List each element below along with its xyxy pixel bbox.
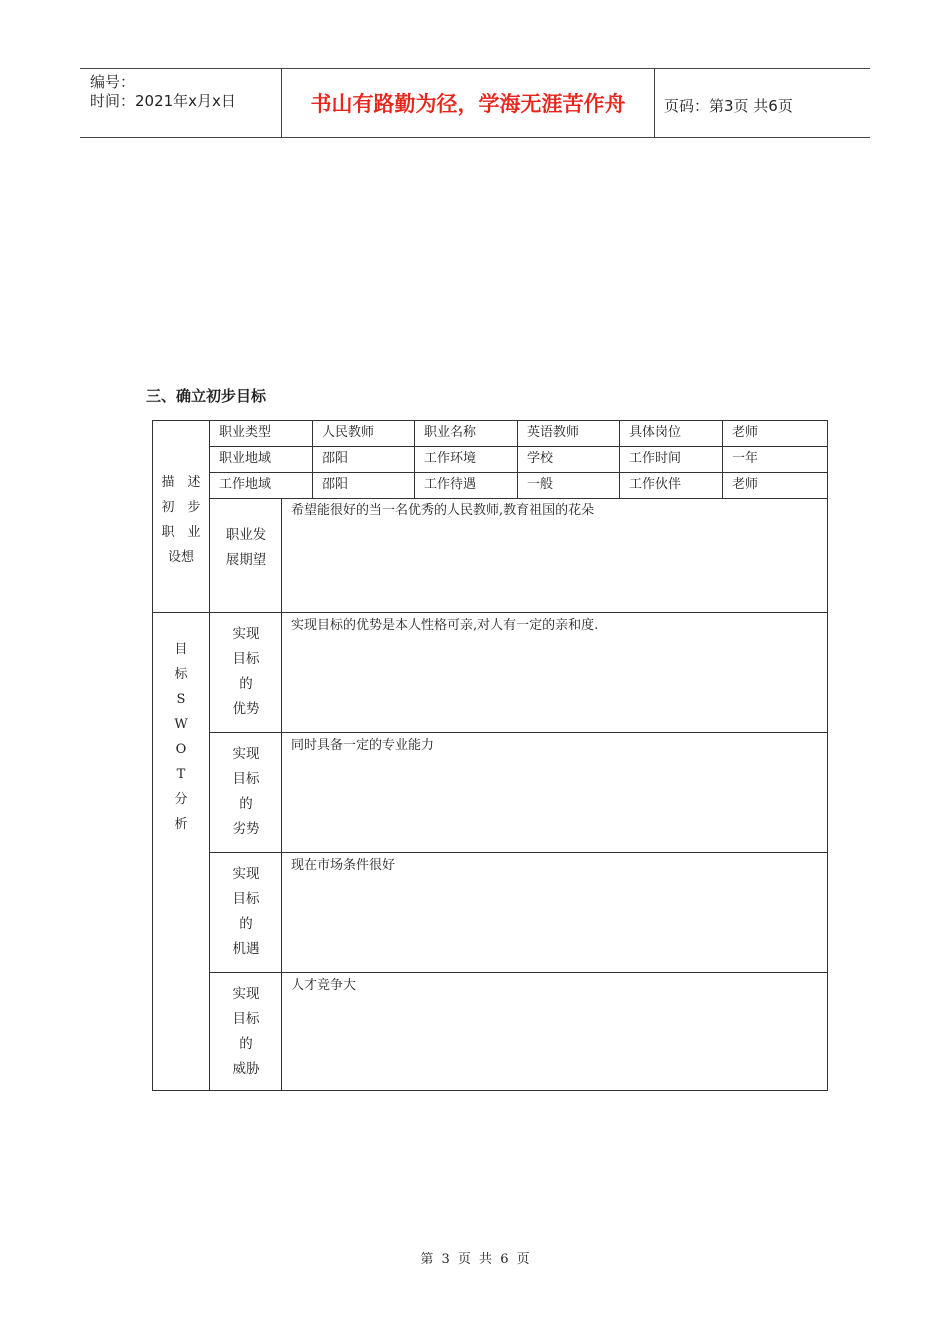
group-label-career-vision <box>156 470 206 570</box>
swot-label-line: 威胁 <box>232 1061 260 1077</box>
info-value-cell: 英语教师 <box>527 425 580 440</box>
swot-label <box>213 742 279 842</box>
expectation-label-line: 展期望 <box>225 552 267 568</box>
info-label-cell: 职业地域 <box>219 451 272 466</box>
swot-label-line: 的 <box>239 676 253 692</box>
group-label-career-vision-line: 初 步 <box>161 500 201 515</box>
table-line <box>312 420 313 498</box>
info-value-cell: 一年 <box>732 451 759 466</box>
page-footer: 第 3 页 共 6 页 <box>420 1252 530 1267</box>
info-value-cell: 一般 <box>527 477 554 492</box>
swot-label-line: 目标 <box>232 651 260 667</box>
expectation-text: 希望能很好的当一名优秀的人民教师,教育祖国的花朵 <box>291 503 595 518</box>
section-title: 三、确立初步目标 <box>146 387 267 405</box>
swot-text: 同时具备一定的专业能力 <box>291 738 435 753</box>
table-border-top <box>152 420 828 421</box>
header-page-info: 页码：第3页 共6页 <box>664 97 793 115</box>
swot-label-line: 实现 <box>232 626 260 642</box>
group-label-swot-line: T <box>176 767 186 782</box>
swot-label-line: 目标 <box>232 771 260 787</box>
swot-label-line: 实现 <box>232 866 260 882</box>
info-label-cell: 具体岗位 <box>629 425 682 440</box>
number-label: 编号： <box>90 73 136 91</box>
swot-label <box>213 622 279 722</box>
table-line <box>152 612 828 613</box>
expectation-label-line: 职业发 <box>225 527 267 543</box>
swot-label <box>213 862 279 962</box>
table-border-left <box>152 420 153 1091</box>
table-line <box>209 732 828 733</box>
header-meta <box>90 73 236 111</box>
swot-text: 现在市场条件很好 <box>291 858 396 873</box>
swot-label-line: 实现 <box>232 986 260 1002</box>
table-line <box>209 852 828 853</box>
header-motto: 书山有路勤为径，学海无涯苦作舟 <box>310 92 626 116</box>
group-label-swot-line: S <box>176 692 186 707</box>
info-label-cell: 工作地域 <box>219 477 272 492</box>
table-line <box>209 498 828 499</box>
swot-label <box>213 982 279 1082</box>
swot-text: 人才竞争大 <box>291 978 357 993</box>
time-label: 时间：2021年x月x日 <box>90 92 236 110</box>
info-label-cell: 工作时间 <box>629 451 682 466</box>
swot-label-line: 的 <box>239 916 253 932</box>
info-value-cell: 学校 <box>527 451 554 466</box>
table-line <box>281 498 282 1091</box>
group-label-career-vision-line: 设想 <box>167 550 194 565</box>
info-value-cell: 老师 <box>732 425 759 440</box>
group-label-career-vision-line: 职 业 <box>161 525 201 540</box>
group-label-swot <box>156 637 206 837</box>
table-line <box>414 420 415 498</box>
info-label-cell: 职业名称 <box>424 425 477 440</box>
swot-label-line: 劣势 <box>232 821 260 837</box>
info-value-cell: 老师 <box>732 477 759 492</box>
swot-label-line: 实现 <box>232 746 260 762</box>
header-divider <box>654 69 655 137</box>
table-line <box>209 472 828 473</box>
info-value-cell: 邵阳 <box>322 451 349 466</box>
table-line <box>517 420 518 498</box>
info-label-cell: 工作伙伴 <box>629 477 682 492</box>
group-label-swot-line: 分 <box>174 792 188 807</box>
swot-text: 实现目标的优势是本人性格可亲,对人有一定的亲和度. <box>291 618 599 633</box>
info-label-cell: 工作环境 <box>424 451 477 466</box>
table-border-bottom <box>152 1090 828 1091</box>
group-label-swot-line: 标 <box>174 667 188 682</box>
group-label-swot-line: 析 <box>174 817 188 832</box>
swot-label-line: 的 <box>239 1036 253 1052</box>
table-border-right <box>827 420 828 1091</box>
info-value-cell: 人民教师 <box>322 425 375 440</box>
table-line <box>619 420 620 498</box>
table-line <box>209 446 828 447</box>
group-label-career-vision-line: 描 述 <box>161 475 201 490</box>
swot-label-line: 的 <box>239 796 253 812</box>
goal-table <box>152 420 828 1091</box>
group-label-swot-line: 目 <box>174 642 188 657</box>
page-header <box>80 68 870 138</box>
swot-label-line: 目标 <box>232 891 260 907</box>
swot-label-line: 机遇 <box>232 941 260 957</box>
info-value-cell: 邵阳 <box>322 477 349 492</box>
table-line <box>209 420 210 1091</box>
group-label-swot-line: W <box>174 717 188 732</box>
info-label-cell: 工作待遇 <box>424 477 477 492</box>
swot-label-line: 优势 <box>232 701 260 717</box>
expectation-label <box>213 523 279 573</box>
table-line <box>209 972 828 973</box>
table-line <box>722 420 723 498</box>
group-label-swot-line: O <box>175 742 187 757</box>
swot-label-line: 目标 <box>232 1011 260 1027</box>
info-label-cell: 职业类型 <box>219 425 272 440</box>
